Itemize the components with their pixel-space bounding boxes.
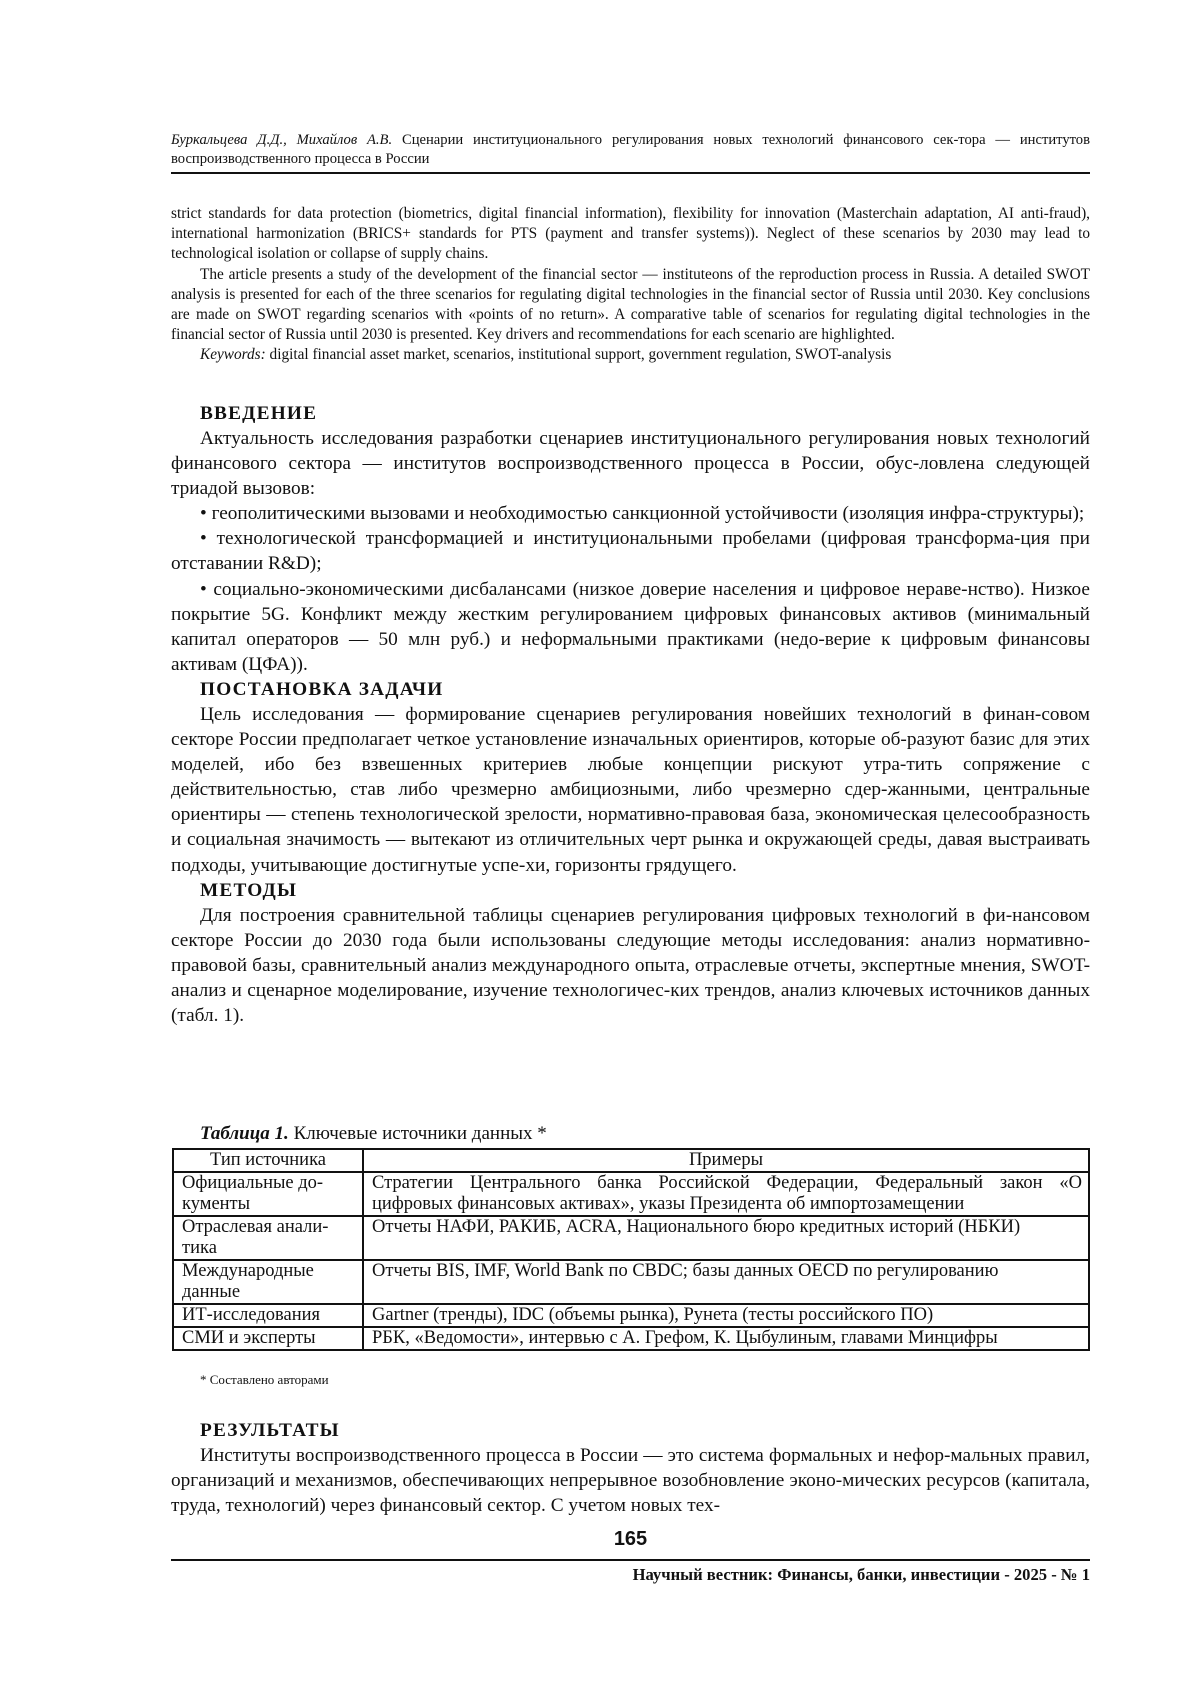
table-cell-type: СМИ и эксперты [173,1327,363,1350]
running-head [171,131,1090,169]
heading-methods: МЕТОДЫ [200,879,298,901]
table-cell-type: Официальные до-кументы [173,1172,363,1216]
table-cell-examples: РБК, «Ведомости», интервью с А. Грефом, К. Цыбулиным, главами Минцифры [363,1327,1089,1350]
table-cell-examples: Отчеты BIS, IMF, World Bank по CBDC; базы данных OECD по регулированию [363,1260,1089,1304]
keywords-line [171,345,1090,365]
intro-bullet-3: • социально-экономическими дисбалансами (низкое доверие населения и цифровое нераве-нство). Низкое покрытие 5G. Конфликт между жестким регулированием цифровых финансовых активов (минимальный капитал операторов — 50 млн руб.) и неформальными практиками (недо-верие к цифровым финансовы активам (ЦФА)). [171,578,1090,675]
heading-task: ПОСТАНОВКА ЗАДАЧИ [200,678,444,700]
table-row [173,1216,1089,1260]
running-head-authors: Буркальцева Д.Д., Михайлов А.В. [171,132,393,148]
table-row [173,1327,1089,1350]
keywords-label: Keywords: [200,346,266,364]
table-caption-text: Ключевые источники данных * [288,1123,547,1144]
table-row [173,1172,1089,1216]
table-header-examples: Примеры [363,1149,1089,1172]
footer-rule [171,1559,1090,1561]
results-paragraph: Институты воспроизводственного процесса в России — это система формальных и нефор-мальных правил, организаций и механизмов, обеспечивающих непрерывное возобновление эконо-мических ресурсов (капитала, труда, технологий) через финансовый сектор. С учетом новых тех- [171,1445,1090,1517]
table-cell-type: Международные данные [173,1260,363,1304]
table-caption [200,1122,547,1146]
intro-bullet-1: • геополитическими вызовами и необходимостью санкционной устойчивости (изоляция инфра-структуры); [200,503,1085,525]
task-paragraph: Цель исследования — формирование сценариев регулирования новейших технологий в финан-совом секторе России предполагает четкое установление изначальных ориентиров, которые об-разуют базис для этих моделей, ибо без взвешенных критериев любые концепции рискуют утра-тить сопряжение с действительностью, став либо чрезмерно амбициозными, либо чрезмерно сдер-жанными, центральные ориентиры — степень технологической зрелости, нормативно-правовая база, экономическая целесообразность и социальная значимость — вытекают из отличительных черт рынка и окружающей среды, давая выстраивать подходы, учитывающие достигнутые успе-хи, горизонты грядущего. [171,703,1090,876]
table-header-row [173,1149,1089,1172]
intro-bullet-2: • технологической трансформацией и институциональными пробелами (цифровая трансформа-ция при отставании R&D); [171,528,1090,575]
page-number: 165 [613,1528,648,1550]
table-row [173,1260,1089,1304]
running-head-title: Сценарии институционального регулирования новых технологий финансового сек-тора — институтов воспроизводственного процесса в России [171,132,1090,167]
header-rule [171,172,1090,174]
table-cell-type: Отраслевая анали-тика [173,1216,363,1260]
table-cell-examples: Стратегии Центрального банка Российской Федерации, Федеральный закон «О цифровых финансовых активах», указы Президента об импортозамещении [363,1172,1089,1216]
table-header-type: Тип источника [173,1149,363,1172]
section-results [171,1418,1090,1518]
section-intro [171,401,1090,1028]
journal-title: Научный вестник: Финансы, банки, инвестиции - 2025 - № 1 [632,1565,1090,1584]
table-row [173,1304,1089,1327]
methods-paragraph: Для построения сравнительной таблицы сценариев регулирования цифровых технологий в фи-нансовом секторе России до 2030 года были использованы следующие методы исследования: анализ нормативно-правовой базы, сравнительный анализ международного опыта, отраслевые отчеты, экспертные мнения, SWOT-анализ и сценарное моделирование, изучение технологичес-ких трендов, анализ ключевых источников данных (табл. 1). [171,904,1090,1026]
abstract-paragraph-1: strict standards for data protection (biometrics, digital financial information), flexibility for innovation (Masterchain adaptation, AI anti-fraud), international harmonization (BRICS+ standards for PTS (payment and transfer systems)). Neglect of these scenarios by 2030 may lead to technological isolation or collapse of supply chains. [171,205,1090,263]
table-note: * Составлено авторами [200,1372,329,1387]
table-caption-label: Таблица 1. [200,1123,289,1144]
abstract-paragraph-2: The article presents a study of the development of the financial sector — instituteons of the reproduction process in Russia. A detailed SWOT analysis is presented for each of the three scenarios for regulating digital technologies in the financial sector of Russia until 2030. Key conclusions are made on SWOT regarding scenarios with «points of no return». A comparative table of scenarios for regulating digital technologies in the financial sector of Russia until 2030 is presented. Key drivers and recommendations for each scenario are highlighted. [171,265,1090,344]
table-cell-type: ИТ-исследования [173,1304,363,1327]
table-cell-examples: Gartner (тренды), IDC (объемы рынка), Рунета (тесты российского ПО) [363,1304,1089,1327]
sources-table [172,1148,1090,1351]
heading-intro: ВВЕДЕНИЕ [200,403,318,424]
table-cell-examples: Отчеты НАФИ, РАКИБ, ACRA, Национального бюро кредитных историй (НБКИ) [363,1216,1089,1260]
intro-paragraph: Актуальность исследования разработки сценариев институционального регулирования новых технологий финансового сектора — институтов воспроизводственного процесса в России, обус-ловлена следующей триадой вызовов: [171,428,1090,500]
keywords-text: digital financial asset market, scenarios, institutional support, government regulation, SWOT-analysis [265,346,892,364]
abstract [171,204,1090,366]
heading-results: РЕЗУЛЬТАТЫ [200,1420,340,1441]
